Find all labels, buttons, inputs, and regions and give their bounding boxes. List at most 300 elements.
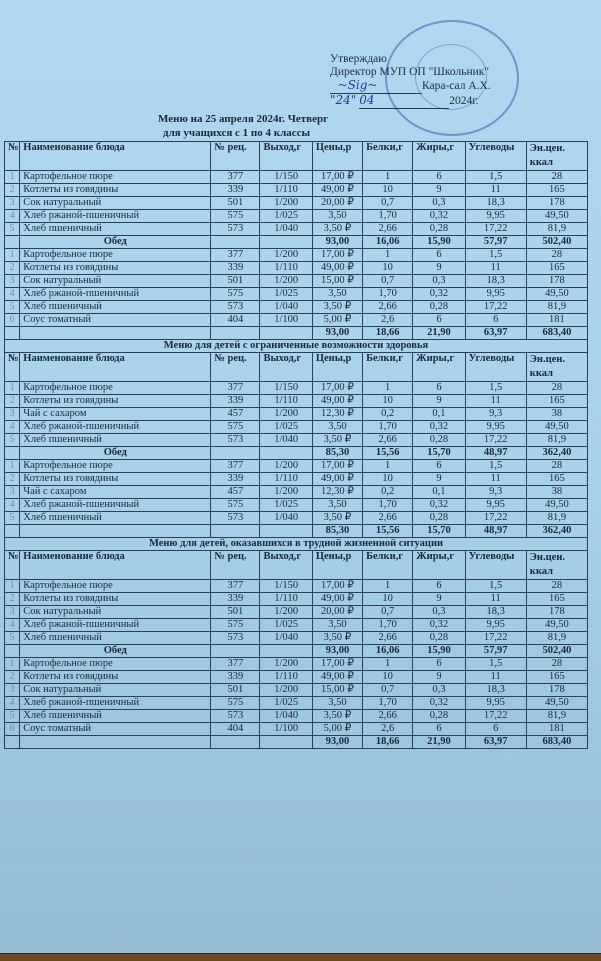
col-number: 4 bbox=[5, 210, 20, 223]
col-protein: 2,66 bbox=[363, 710, 413, 723]
col-kcal: 49,50 bbox=[526, 421, 587, 434]
col-dish-name: Хлеб пшеничный bbox=[20, 301, 211, 314]
table-header-row bbox=[5, 353, 588, 382]
col-number: 2 bbox=[5, 184, 20, 197]
col-carbs: 9,95 bbox=[465, 619, 526, 632]
col-carbs: 18,3 bbox=[465, 197, 526, 210]
col-dish-name: Соус томатный bbox=[20, 314, 211, 327]
col-fat: 9 bbox=[413, 671, 465, 684]
header-col-recipe-number: № рец. bbox=[211, 353, 260, 382]
col-kcal: 81,9 bbox=[526, 710, 587, 723]
col-carbs: 11 bbox=[465, 184, 526, 197]
total-col-number bbox=[5, 736, 20, 749]
col-price: 3,50 bbox=[312, 288, 362, 301]
col-recipe-number: 457 bbox=[211, 486, 260, 499]
col-number: 3 bbox=[5, 275, 20, 288]
col-fat: 0,28 bbox=[413, 434, 465, 447]
col-kcal: 28 bbox=[526, 460, 587, 473]
table-row bbox=[5, 408, 588, 421]
col-fat: 0,28 bbox=[413, 512, 465, 525]
col-carbs: 11 bbox=[465, 473, 526, 486]
total-col-recipe-number bbox=[211, 447, 260, 460]
col-recipe-number: 501 bbox=[211, 684, 260, 697]
col-dish-name: Сок натуральный bbox=[20, 684, 211, 697]
col-kcal: 178 bbox=[526, 684, 587, 697]
col-kcal: 28 bbox=[526, 382, 587, 395]
header-col-kcal: Эн.цен. ккал bbox=[526, 142, 587, 171]
col-portion: 1/200 bbox=[260, 275, 312, 288]
table-row bbox=[5, 473, 588, 486]
col-fat: 0,32 bbox=[413, 210, 465, 223]
col-fat: 9 bbox=[413, 184, 465, 197]
col-number: 5 bbox=[5, 301, 20, 314]
col-protein: 1,70 bbox=[363, 210, 413, 223]
total-col-portion bbox=[260, 327, 312, 340]
col-number: 4 bbox=[5, 499, 20, 512]
col-carbs: 1,5 bbox=[465, 580, 526, 593]
total-col-recipe-number bbox=[211, 327, 260, 340]
col-portion: 1/025 bbox=[260, 697, 312, 710]
header-col-protein: Белки,г bbox=[363, 353, 413, 382]
col-dish-name: Хлеб ржаной-пшеничный bbox=[20, 288, 211, 301]
total-col-kcal: 683,40 bbox=[526, 736, 587, 749]
col-carbs: 17,22 bbox=[465, 301, 526, 314]
col-price: 17,00 ₽ bbox=[312, 460, 362, 473]
col-price: 3,50 ₽ bbox=[312, 301, 362, 314]
col-carbs: 11 bbox=[465, 593, 526, 606]
col-portion: 1/200 bbox=[260, 249, 312, 262]
table-row bbox=[5, 460, 588, 473]
header-col-number: № bbox=[5, 353, 20, 382]
col-kcal: 81,9 bbox=[526, 301, 587, 314]
approval-block bbox=[330, 53, 491, 109]
col-fat: 0,28 bbox=[413, 301, 465, 314]
col-fat: 0,32 bbox=[413, 288, 465, 301]
col-carbs: 9,95 bbox=[465, 421, 526, 434]
col-carbs: 9,95 bbox=[465, 499, 526, 512]
col-fat: 0,3 bbox=[413, 197, 465, 210]
col-number: 2 bbox=[5, 671, 20, 684]
col-protein: 1,70 bbox=[363, 697, 413, 710]
total-col-number bbox=[5, 327, 20, 340]
total-col-kcal: 502,40 bbox=[526, 236, 587, 249]
col-recipe-number: 573 bbox=[211, 632, 260, 645]
col-protein: 2,6 bbox=[363, 314, 413, 327]
col-portion: 1/025 bbox=[260, 288, 312, 301]
header-col-kcal: Эн.цен. ккал bbox=[526, 353, 587, 382]
col-fat: 0,28 bbox=[413, 710, 465, 723]
col-fat: 6 bbox=[413, 580, 465, 593]
col-fat: 0,3 bbox=[413, 606, 465, 619]
col-kcal: 81,9 bbox=[526, 632, 587, 645]
col-price: 3,50 ₽ bbox=[312, 434, 362, 447]
col-fat: 6 bbox=[413, 249, 465, 262]
header-col-price: Цены,р bbox=[312, 142, 362, 171]
col-dish-name: Хлеб ржаной-пшеничный bbox=[20, 499, 211, 512]
total-col-protein: 18,66 bbox=[363, 736, 413, 749]
col-portion: 1/025 bbox=[260, 619, 312, 632]
col-carbs: 6 bbox=[465, 314, 526, 327]
total-col-price: 93,00 bbox=[312, 736, 362, 749]
col-recipe-number: 377 bbox=[211, 460, 260, 473]
col-recipe-number: 339 bbox=[211, 671, 260, 684]
col-recipe-number: 501 bbox=[211, 275, 260, 288]
col-protein: 1 bbox=[363, 382, 413, 395]
col-recipe-number: 501 bbox=[211, 606, 260, 619]
col-portion: 1/040 bbox=[260, 710, 312, 723]
total-col-protein: 16,06 bbox=[363, 236, 413, 249]
col-number: 4 bbox=[5, 421, 20, 434]
col-recipe-number: 377 bbox=[211, 171, 260, 184]
col-fat: 0,32 bbox=[413, 697, 465, 710]
total-col-carbs: 63,97 bbox=[465, 327, 526, 340]
col-carbs: 1,5 bbox=[465, 171, 526, 184]
col-price: 17,00 ₽ bbox=[312, 580, 362, 593]
header-col-recipe-number: № рец. bbox=[211, 551, 260, 580]
table-row bbox=[5, 421, 588, 434]
table-row bbox=[5, 593, 588, 606]
col-dish-name: Котлеты из говядины bbox=[20, 473, 211, 486]
col-number: 1 bbox=[5, 171, 20, 184]
col-protein: 2,66 bbox=[363, 632, 413, 645]
table-row bbox=[5, 486, 588, 499]
col-protein: 1 bbox=[363, 460, 413, 473]
col-carbs: 17,22 bbox=[465, 632, 526, 645]
col-fat: 9 bbox=[413, 593, 465, 606]
header-col-portion: Выход,г bbox=[260, 551, 312, 580]
col-kcal: 181 bbox=[526, 723, 587, 736]
col-portion: 1/110 bbox=[260, 593, 312, 606]
col-kcal: 49,50 bbox=[526, 210, 587, 223]
col-fat: 0,1 bbox=[413, 408, 465, 421]
header-col-number: № bbox=[5, 551, 20, 580]
table-row bbox=[5, 697, 588, 710]
col-portion: 1/110 bbox=[260, 184, 312, 197]
col-number: 5 bbox=[5, 512, 20, 525]
col-dish-name: Хлеб ржаной-пшеничный bbox=[20, 210, 211, 223]
approval-day: "24" bbox=[330, 93, 357, 107]
col-kcal: 181 bbox=[526, 314, 587, 327]
col-portion: 1/025 bbox=[260, 499, 312, 512]
col-number: 2 bbox=[5, 262, 20, 275]
col-carbs: 11 bbox=[465, 671, 526, 684]
table-row bbox=[5, 314, 588, 327]
header-col-fat: Жиры,г bbox=[413, 142, 465, 171]
col-dish-name: Хлеб пшеничный bbox=[20, 434, 211, 447]
table-row bbox=[5, 499, 588, 512]
col-protein: 10 bbox=[363, 593, 413, 606]
col-recipe-number: 573 bbox=[211, 301, 260, 314]
col-recipe-number: 377 bbox=[211, 658, 260, 671]
total-col-portion bbox=[260, 236, 312, 249]
approval-date bbox=[330, 94, 491, 109]
total-col-recipe-number bbox=[211, 736, 260, 749]
approval-director: Директор МУП ОП "Школьник" bbox=[330, 66, 490, 78]
col-kcal: 49,50 bbox=[526, 499, 587, 512]
col-carbs: 9,95 bbox=[465, 697, 526, 710]
total-col-carbs: 48,97 bbox=[465, 525, 526, 538]
col-carbs: 1,5 bbox=[465, 249, 526, 262]
total-col-price: 93,00 bbox=[312, 327, 362, 340]
col-protein: 10 bbox=[363, 395, 413, 408]
col-dish-name: Сок натуральный bbox=[20, 606, 211, 619]
col-number: 1 bbox=[5, 382, 20, 395]
col-kcal: 178 bbox=[526, 275, 587, 288]
total-label bbox=[20, 525, 211, 538]
col-fat: 0,3 bbox=[413, 275, 465, 288]
col-price: 20,00 ₽ bbox=[312, 606, 362, 619]
col-dish-name: Сок натуральный bbox=[20, 197, 211, 210]
col-carbs: 11 bbox=[465, 395, 526, 408]
approval-year: 2024г. bbox=[449, 95, 479, 107]
col-portion: 1/040 bbox=[260, 434, 312, 447]
total-row bbox=[5, 525, 588, 538]
menu-title: Меню на 25 апреля 2024г. Четверг bbox=[158, 113, 329, 125]
col-kcal: 49,50 bbox=[526, 697, 587, 710]
col-carbs: 17,22 bbox=[465, 434, 526, 447]
col-dish-name: Хлеб пшеничный bbox=[20, 223, 211, 236]
section-title-row bbox=[5, 340, 588, 353]
table-row bbox=[5, 382, 588, 395]
col-fat: 0,32 bbox=[413, 499, 465, 512]
col-portion: 1/150 bbox=[260, 382, 312, 395]
col-recipe-number: 339 bbox=[211, 395, 260, 408]
col-dish-name: Хлеб ржаной-пшеничный bbox=[20, 619, 211, 632]
total-col-carbs: 57,97 bbox=[465, 645, 526, 658]
col-portion: 1/150 bbox=[260, 171, 312, 184]
col-portion: 1/200 bbox=[260, 197, 312, 210]
col-kcal: 28 bbox=[526, 658, 587, 671]
col-kcal: 49,50 bbox=[526, 288, 587, 301]
total-col-number bbox=[5, 447, 20, 460]
col-price: 3,50 ₽ bbox=[312, 632, 362, 645]
col-protein: 10 bbox=[363, 473, 413, 486]
col-protein: 0,2 bbox=[363, 486, 413, 499]
total-col-protein: 18,66 bbox=[363, 327, 413, 340]
total-col-kcal: 502,40 bbox=[526, 645, 587, 658]
header-col-price: Цены,р bbox=[312, 551, 362, 580]
col-protein: 10 bbox=[363, 184, 413, 197]
col-recipe-number: 457 bbox=[211, 408, 260, 421]
col-recipe-number: 339 bbox=[211, 473, 260, 486]
col-portion: 1/110 bbox=[260, 262, 312, 275]
col-price: 20,00 ₽ bbox=[312, 197, 362, 210]
total-col-fat: 15,90 bbox=[413, 236, 465, 249]
total-col-portion bbox=[260, 447, 312, 460]
table-row bbox=[5, 197, 588, 210]
col-dish-name: Хлеб пшеничный bbox=[20, 512, 211, 525]
col-number: 6 bbox=[5, 314, 20, 327]
col-price: 12,30 ₽ bbox=[312, 408, 362, 421]
col-recipe-number: 377 bbox=[211, 249, 260, 262]
col-recipe-number: 575 bbox=[211, 499, 260, 512]
total-col-fat: 15,90 bbox=[413, 645, 465, 658]
col-recipe-number: 573 bbox=[211, 512, 260, 525]
col-price: 49,00 ₽ bbox=[312, 671, 362, 684]
total-col-portion bbox=[260, 645, 312, 658]
col-carbs: 17,22 bbox=[465, 223, 526, 236]
col-number: 4 bbox=[5, 697, 20, 710]
table-row bbox=[5, 632, 588, 645]
table-row bbox=[5, 184, 588, 197]
menu-table bbox=[4, 141, 588, 749]
col-recipe-number: 501 bbox=[211, 197, 260, 210]
col-dish-name: Картофельное пюре bbox=[20, 249, 211, 262]
col-kcal: 28 bbox=[526, 171, 587, 184]
col-price: 3,50 ₽ bbox=[312, 512, 362, 525]
approval-heading: Утверждаю bbox=[330, 53, 387, 65]
header-col-fat: Жиры,г bbox=[413, 353, 465, 382]
col-fat: 6 bbox=[413, 382, 465, 395]
col-price: 3,50 bbox=[312, 210, 362, 223]
col-protein: 1 bbox=[363, 580, 413, 593]
col-price: 49,00 ₽ bbox=[312, 473, 362, 486]
table-row bbox=[5, 262, 588, 275]
col-carbs: 9,3 bbox=[465, 408, 526, 421]
table-row bbox=[5, 684, 588, 697]
table-header-row bbox=[5, 551, 588, 580]
col-protein: 1,70 bbox=[363, 421, 413, 434]
col-protein: 1 bbox=[363, 171, 413, 184]
col-kcal: 28 bbox=[526, 580, 587, 593]
approval-signature-line bbox=[330, 79, 491, 94]
col-fat: 0,28 bbox=[413, 223, 465, 236]
total-col-kcal: 362,40 bbox=[526, 525, 587, 538]
col-protein: 1 bbox=[363, 658, 413, 671]
col-protein: 10 bbox=[363, 262, 413, 275]
table-row bbox=[5, 223, 588, 236]
total-col-recipe-number bbox=[211, 645, 260, 658]
col-recipe-number: 575 bbox=[211, 619, 260, 632]
total-col-price: 85,30 bbox=[312, 525, 362, 538]
table-row bbox=[5, 619, 588, 632]
table-row bbox=[5, 723, 588, 736]
col-number: 1 bbox=[5, 658, 20, 671]
col-portion: 1/200 bbox=[260, 684, 312, 697]
col-recipe-number: 404 bbox=[211, 723, 260, 736]
col-number: 3 bbox=[5, 606, 20, 619]
col-protein: 1,70 bbox=[363, 619, 413, 632]
col-dish-name: Котлеты из говядины bbox=[20, 262, 211, 275]
table-row bbox=[5, 288, 588, 301]
total-row bbox=[5, 327, 588, 340]
total-col-price: 85,30 bbox=[312, 447, 362, 460]
col-kcal: 165 bbox=[526, 395, 587, 408]
col-protein: 10 bbox=[363, 671, 413, 684]
table-row bbox=[5, 249, 588, 262]
col-fat: 0,32 bbox=[413, 619, 465, 632]
col-kcal: 178 bbox=[526, 606, 587, 619]
header-col-number: № bbox=[5, 142, 20, 171]
total-col-fat: 21,90 bbox=[413, 736, 465, 749]
header-col-carbs: Углеводы bbox=[465, 551, 526, 580]
col-fat: 6 bbox=[413, 171, 465, 184]
table-header-row bbox=[5, 142, 588, 171]
total-col-carbs: 48,97 bbox=[465, 447, 526, 460]
col-price: 3,50 bbox=[312, 421, 362, 434]
total-col-number bbox=[5, 236, 20, 249]
col-price: 15,00 ₽ bbox=[312, 275, 362, 288]
col-dish-name: Котлеты из говядины bbox=[20, 184, 211, 197]
col-portion: 1/110 bbox=[260, 395, 312, 408]
table-row bbox=[5, 434, 588, 447]
total-col-kcal: 362,40 bbox=[526, 447, 587, 460]
total-col-kcal: 683,40 bbox=[526, 327, 587, 340]
col-kcal: 165 bbox=[526, 671, 587, 684]
col-dish-name: Чай с сахаром bbox=[20, 408, 211, 421]
col-portion: 1/200 bbox=[260, 486, 312, 499]
total-col-protein: 15,56 bbox=[363, 525, 413, 538]
col-recipe-number: 575 bbox=[211, 421, 260, 434]
col-carbs: 17,22 bbox=[465, 710, 526, 723]
col-kcal: 165 bbox=[526, 473, 587, 486]
col-portion: 1/200 bbox=[260, 606, 312, 619]
header-col-price: Цены,р bbox=[312, 353, 362, 382]
col-portion: 1/040 bbox=[260, 512, 312, 525]
col-dish-name: Хлеб ржаной-пшеничный bbox=[20, 421, 211, 434]
col-kcal: 28 bbox=[526, 249, 587, 262]
col-protein: 1,70 bbox=[363, 288, 413, 301]
col-price: 17,00 ₽ bbox=[312, 658, 362, 671]
col-protein: 0,7 bbox=[363, 606, 413, 619]
col-kcal: 49,50 bbox=[526, 619, 587, 632]
table-row bbox=[5, 580, 588, 593]
col-number: 1 bbox=[5, 580, 20, 593]
total-label bbox=[20, 327, 211, 340]
col-protein: 0,7 bbox=[363, 275, 413, 288]
col-number: 5 bbox=[5, 632, 20, 645]
col-portion: 1/040 bbox=[260, 223, 312, 236]
col-protein: 2,66 bbox=[363, 512, 413, 525]
section-title: Меню для детей с ограниченные возможности здоровья bbox=[5, 340, 588, 353]
col-number: 3 bbox=[5, 684, 20, 697]
col-carbs: 1,5 bbox=[465, 382, 526, 395]
header-col-dish-name: Наименование блюда bbox=[20, 142, 211, 171]
col-recipe-number: 404 bbox=[211, 314, 260, 327]
col-number: 3 bbox=[5, 408, 20, 421]
col-fat: 6 bbox=[413, 658, 465, 671]
col-number: 3 bbox=[5, 486, 20, 499]
col-carbs: 9,95 bbox=[465, 210, 526, 223]
signature: ~Sig~ bbox=[330, 78, 378, 92]
col-protein: 2,66 bbox=[363, 223, 413, 236]
total-col-protein: 15,56 bbox=[363, 447, 413, 460]
col-portion: 1/110 bbox=[260, 671, 312, 684]
col-fat: 6 bbox=[413, 723, 465, 736]
col-carbs: 6 bbox=[465, 723, 526, 736]
col-number: 2 bbox=[5, 593, 20, 606]
header-col-kcal: Эн.цен. ккал bbox=[526, 551, 587, 580]
col-price: 3,50 ₽ bbox=[312, 223, 362, 236]
col-carbs: 9,3 bbox=[465, 486, 526, 499]
total-col-portion bbox=[260, 525, 312, 538]
col-dish-name: Чай с сахаром bbox=[20, 486, 211, 499]
col-recipe-number: 339 bbox=[211, 593, 260, 606]
col-recipe-number: 575 bbox=[211, 288, 260, 301]
col-fat: 0,1 bbox=[413, 486, 465, 499]
total-row bbox=[5, 736, 588, 749]
col-carbs: 9,95 bbox=[465, 288, 526, 301]
col-number: 2 bbox=[5, 473, 20, 486]
col-kcal: 38 bbox=[526, 408, 587, 421]
header-col-portion: Выход,г bbox=[260, 142, 312, 171]
header-col-dish-name: Наименование блюда bbox=[20, 353, 211, 382]
col-protein: 2,66 bbox=[363, 301, 413, 314]
total-col-recipe-number bbox=[211, 236, 260, 249]
col-portion: 1/110 bbox=[260, 473, 312, 486]
col-number: 4 bbox=[5, 288, 20, 301]
total-col-number bbox=[5, 525, 20, 538]
